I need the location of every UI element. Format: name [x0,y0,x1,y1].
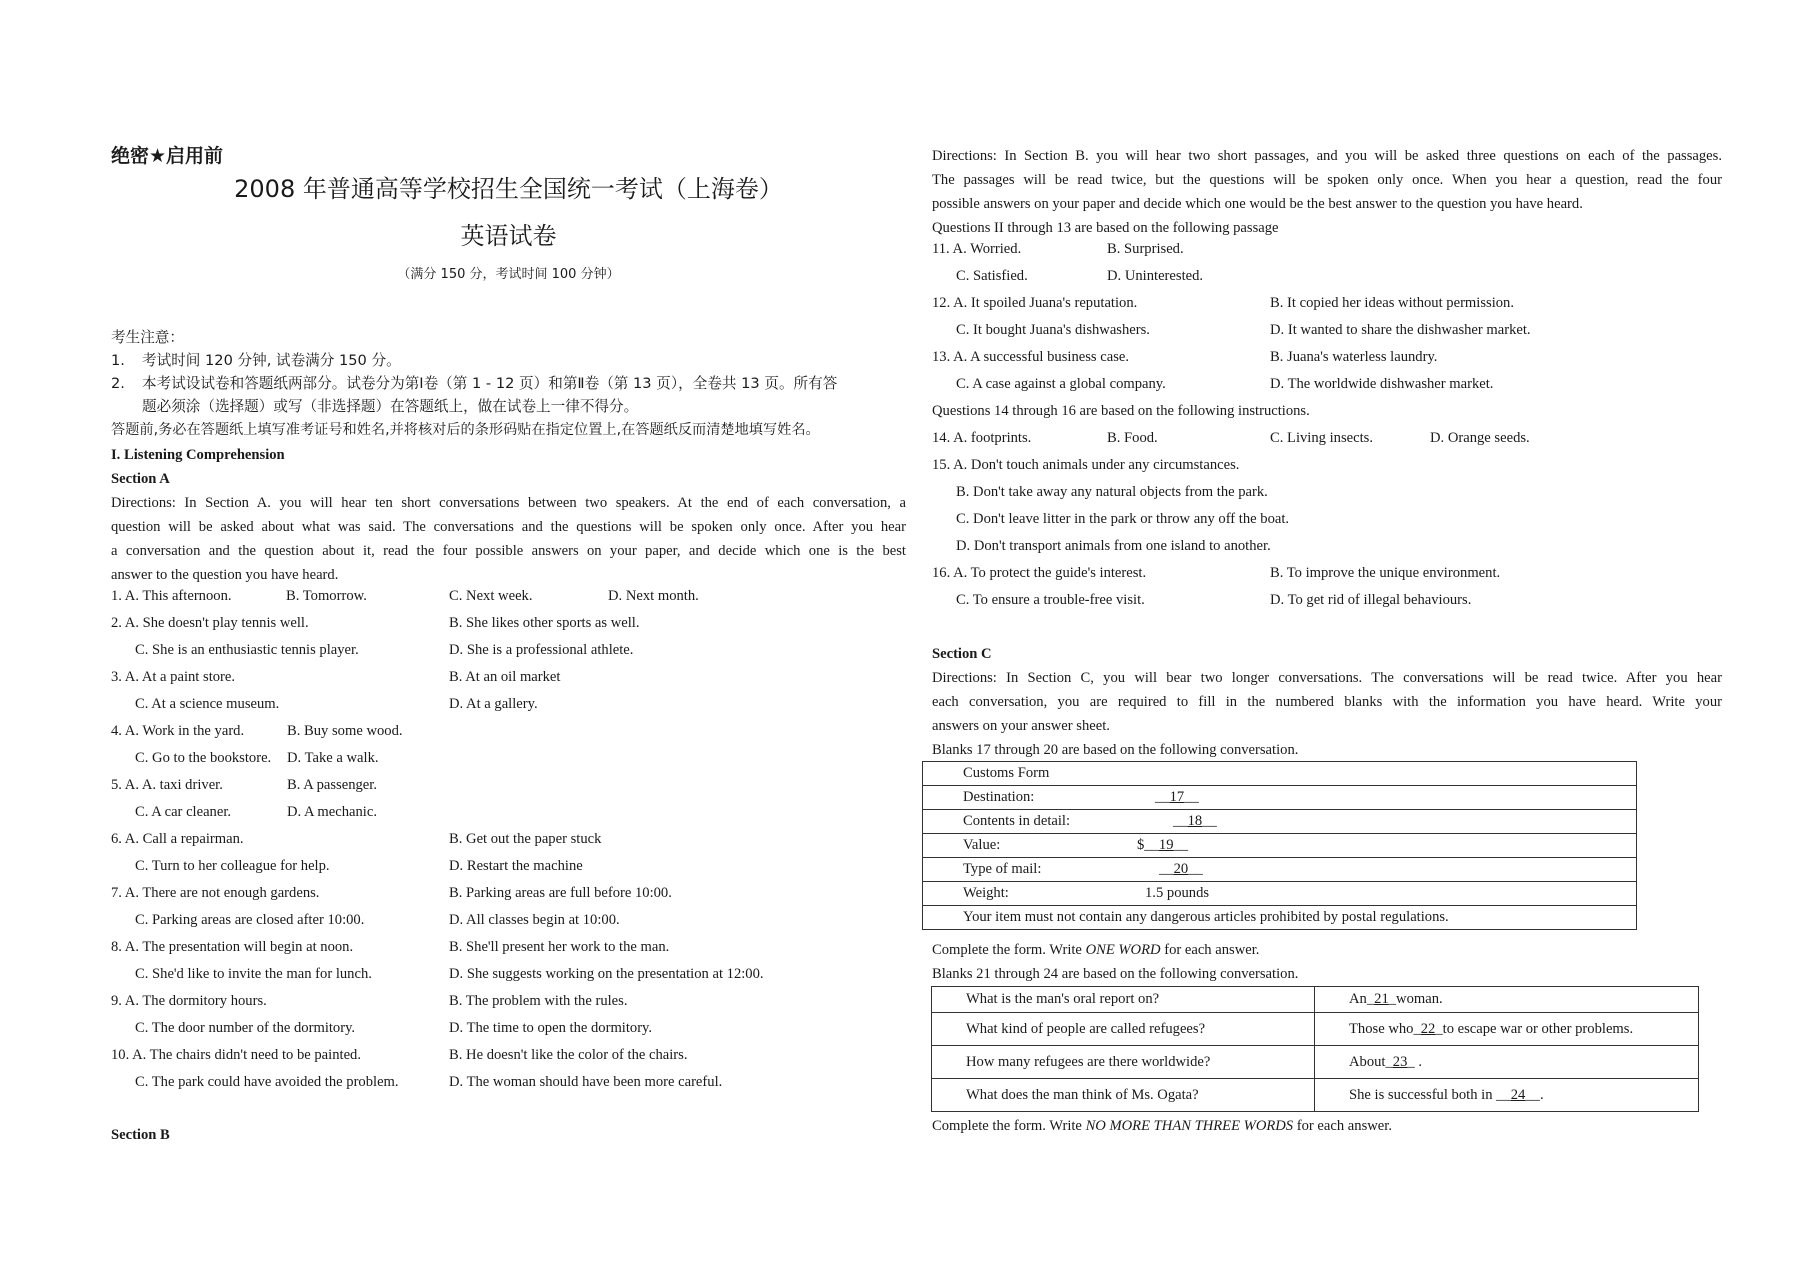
q16-option-d: D. To get rid of illegal behaviours. [1270,592,1472,608]
form-2-question-1: What is the man's oral report on? [932,987,1315,1013]
q1-option-c: C. Next week. [449,588,533,604]
q15-option-a: 15. A. Don't touch animals under any circumstances. [932,457,1240,473]
customs-row-mail-type [923,858,1637,882]
section-b-directions-2: The passages will be read twice, but the questions will be spoken only once. When you hear a question, read the four [932,172,1722,188]
notice-item-2-line-1: 本考试设试卷和答题纸两部分。试卷分为第Ⅰ卷（第 1 - 12 页）和第Ⅱ卷（第 13 页），全卷共 13 页。所有答 [142,375,838,392]
q12-option-d: D. It wanted to share the dishwasher market. [1270,322,1531,338]
destination-blank: __17__ [1155,789,1199,805]
mail-type-blank: __20__ [1159,861,1203,877]
q13-option-b: B. Juana's waterless laundry. [1270,349,1438,365]
q16-option-b: B. To improve the unique environment. [1270,565,1501,581]
q14-option-d: D. Orange seeds. [1430,430,1530,446]
q15-option-c: C. Don't leave litter in the park or throw any off the boat. [956,511,1290,527]
weight-label: Weight: [963,885,1009,901]
section-a-directions-2: question will be asked about what was said. The conversations and the questions will be spoken only once. After you hear [111,519,906,535]
intro-questions-11-13: Questions II through 13 are based on the following passage [932,220,1279,236]
exam-title: 2008 年普通高等学校招生全国统一考试（上海卷） [234,175,783,203]
q11-option-c: C. Satisfied. [956,268,1028,284]
form-2-question-3: How many refugees are there worldwide? [932,1046,1315,1079]
section-b-directions-1: Directions: In Section B. you will hear two short passages, and you will be asked three questions on each of the passages. [932,148,1722,164]
section-c-directions-2: each conversation, you are required to fill in the numbered blanks with the information you have heard. Write your [932,694,1722,710]
contents-blank: __18__ [1173,813,1217,829]
intro-blanks-21-24: Blanks 21 through 24 are based on the following conversation. [932,966,1299,982]
q7-option-c: C. Parking areas are closed after 10:00. [135,912,365,928]
q3-option-a: 3. A. At a paint store. [111,669,236,685]
q2-option-c: C. She is an enthusiastic tennis player. [135,642,359,658]
q10-option-c: C. The park could have avoided the problem. [135,1074,399,1090]
intro-questions-14-16: Questions 14 through 16 are based on the following instructions. [932,403,1310,419]
q9-option-d: D. The time to open the dormitory. [449,1020,653,1036]
value-label: Value: [963,837,1001,853]
form-2-answer-3: About_23_ . [1315,1046,1699,1079]
q1-option-d: D. Next month. [608,588,699,604]
q5-option-c: C. A car cleaner. [135,804,232,820]
notice-heading: 考生注意： [111,329,184,346]
score-time-note: （满分 150 分，考试时间 100 分钟） [397,267,620,282]
section-a-directions-3: a conversation and the question about it, read the four possible answers on your paper, and decide which one is the best [111,543,906,559]
q8-option-a: 8. A. The presentation will begin at noon. [111,939,354,955]
notice-item-1-num: 1. [111,352,125,369]
confidential-label: 绝密★启用前 [111,145,224,167]
section-a-directions-4: answer to the question you have heard. [111,567,339,583]
q4-option-b: B. Buy some wood. [287,723,403,739]
q12-option-b: B. It copied her ideas without permission. [1270,295,1514,311]
q9-option-a: 9. A. The dormitory hours. [111,993,267,1009]
q10-option-d: D. The woman should have been more careful. [449,1074,723,1090]
q4-option-d: D. Take a walk. [287,750,379,766]
q4-option-a: 4. A. Work in the yard. [111,723,245,739]
q16-option-a: 16. A. To protect the guide's interest. [932,565,1147,581]
section-a-heading: Section A [111,471,170,487]
q7-option-b: B. Parking areas are full before 10:00. [449,885,672,901]
q7-option-a: 7. A. There are not enough gardens. [111,885,320,901]
q1-option-b: B. Tomorrow. [286,588,367,604]
q14-option-a: 14. A. footprints. [932,430,1032,446]
section-c-heading: Section C [932,646,992,662]
customs-form-table [922,761,1637,930]
q6-option-c: C. Turn to her colleague for help. [135,858,330,874]
form-2-instruction: Complete the form. Write NO MORE THAN THREE WORDS for each answer. [932,1118,1392,1134]
q3-option-b: B. At an oil market [449,669,561,685]
q8-option-d: D. She suggests working on the presentation at 12:00. [449,966,764,982]
customs-form-notice: Your item must not contain any dangerous articles prohibited by postal regulations. [923,906,1637,930]
q7-option-d: D. All classes begin at 10:00. [449,912,620,928]
q12-option-a: 12. A. It spoiled Juana's reputation. [932,295,1138,311]
customs-row-contents [923,810,1637,834]
contents-label: Contents in detail: [963,813,1071,829]
notice-item-1: 考试时间 120 分钟, 试卷满分 150 分。 [142,352,401,369]
section-c-directions-1: Directions: In Section C, you will bear two longer conversations. The conversations will be read twice. After you hear [932,670,1722,686]
q6-option-a: 6. A. Call a repairman. [111,831,244,847]
q11-option-a: 11. A. Worried. [932,241,1022,257]
form-2-question-2: What kind of people are called refugees? [932,1013,1315,1046]
q10-option-a: 10. A. The chairs didn't need to be painted. [111,1047,361,1063]
q8-option-c: C. She'd like to invite the man for lunch. [135,966,372,982]
customs-row-weight [923,882,1637,906]
q3-option-c: C. At a science museum. [135,696,280,712]
q6-option-b: B. Get out the paper stuck [449,831,602,847]
q13-option-a: 13. A. A successful business case. [932,349,1129,365]
paper-subtitle: 英语试卷 [460,222,557,250]
customs-form-title: Customs Form [923,762,1637,786]
q9-option-b: B. The problem with the rules. [449,993,628,1009]
q15-option-d: D. Don't transport animals from one island to another. [956,538,1271,554]
form-2-question-4: What does the man think of Ms. Ogata? [932,1079,1315,1112]
q5-option-a: 5. A. A. taxi driver. [111,777,223,793]
q2-option-d: D. She is a professional athlete. [449,642,634,658]
destination-label: Destination: [963,789,1035,805]
q4-option-c: C. Go to the bookstore. [135,750,272,766]
section-a-directions-1: Directions: In Section A. you will hear ten short conversations between two speakers. At the end of each conversation, a [111,495,906,511]
notice-item-3: 答题前,务必在答题纸上填写准考证号和姓名,并将核对后的条形码贴在指定位置上,在答题纸反而清楚地填写姓名。 [111,422,820,438]
q2-option-b: B. She likes other sports as well. [449,615,640,631]
q13-option-c: C. A case against a global company. [956,376,1166,392]
q5-option-d: D. A mechanic. [287,804,377,820]
customs-row-value [923,834,1637,858]
q14-option-b: B. Food. [1107,430,1158,446]
part-1-heading: I. Listening Comprehension [111,447,285,463]
section-b-directions-3: possible answers on your paper and decide which one would be the best answer to the question you have heard. [932,196,1583,212]
q15-option-b: B. Don't take away any natural objects from the park. [956,484,1268,500]
q8-option-b: B. She'll present her work to the man. [449,939,670,955]
q13-option-d: D. The worldwide dishwasher market. [1270,376,1494,392]
mail-type-label: Type of mail: [963,861,1042,877]
form-2-answer-2: Those who_22_to escape war or other problems. [1315,1013,1699,1046]
q6-option-d: D. Restart the machine [449,858,583,874]
form-2-answer-4: She is successful both in __24__. [1315,1079,1699,1112]
form-1-instruction: Complete the form. Write ONE WORD for each answer. [932,942,1260,958]
q5-option-b: B. A passenger. [287,777,377,793]
q11-option-d: D. Uninterested. [1107,268,1204,284]
q11-option-b: B. Surprised. [1107,241,1184,257]
q14-option-c: C. Living insects. [1270,430,1373,446]
q1-option-a: 1. A. This afternoon. [111,588,232,604]
form-2-answer-1: An_21_woman. [1315,987,1699,1013]
q3-option-d: D. At a gallery. [449,696,538,712]
q16-option-c: C. To ensure a trouble-free visit. [956,592,1145,608]
notice-item-2-num: 2. [111,375,125,392]
q2-option-a: 2. A. She doesn't play tennis well. [111,615,309,631]
notice-item-2-line-2: 题必须涂（选择题）或写（非选择题）在答题纸上，做在试卷上一律不得分。 [142,398,639,415]
refugee-form-table [931,986,1699,1112]
value-blank: $__19__ [1137,837,1189,853]
q10-option-b: B. He doesn't like the color of the chairs. [449,1047,688,1063]
weight-value: 1.5 pounds [1145,885,1210,901]
q9-option-c: C. The door number of the dormitory. [135,1020,356,1036]
customs-row-destination [923,786,1637,810]
section-b-heading: Section B [111,1127,170,1143]
intro-blanks-17-20: Blanks 17 through 20 are based on the following conversation. [932,742,1299,758]
q12-option-c: C. It bought Juana's dishwashers. [956,322,1150,338]
section-c-directions-3: answers on your answer sheet. [932,718,1110,734]
